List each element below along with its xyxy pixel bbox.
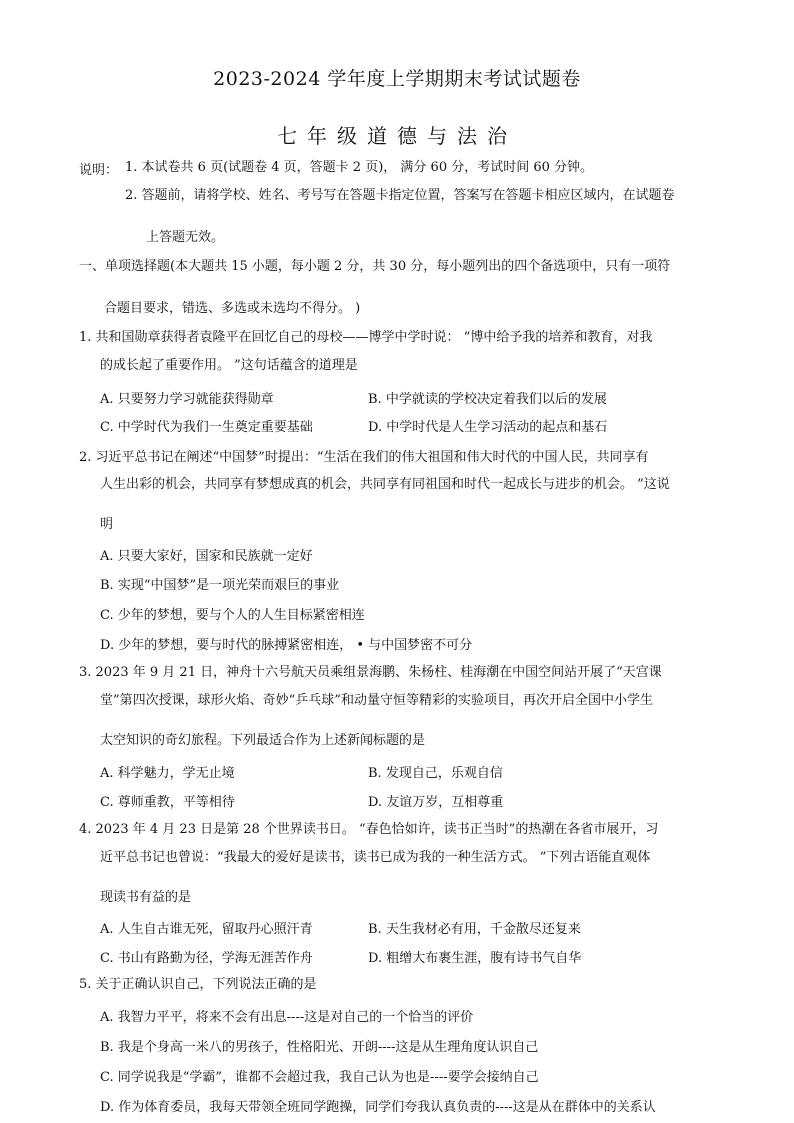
notes-item-2-line-2: 上答题无效。 <box>146 230 225 245</box>
question-2-line-1: 2. 习近平总书记在阐述“中国梦”时提出：“生活在我们的伟大祖国和伟大时代的中国人民，共同享有 <box>79 450 649 465</box>
notes-label: 说明： <box>79 163 119 178</box>
section-heading-line-2: 合题目要求，错选、多选或未选均不得分。 ) <box>104 301 361 316</box>
notes-item-1: 1. 本试卷共 6 页(试题卷 4 页，答题卡 2 页)， 满分 60 分，考试时间 60 分钟。 <box>125 160 594 175</box>
question-5-option-a: A. 我智力平平，将来不会有出息----这是对自己的一个恰当的评价 <box>100 1010 474 1025</box>
question-5-line-1: 5. 关于正确认识自己，下列说法正确的是 <box>79 977 317 992</box>
question-2-option-a: A. 只要大家好，国家和民族就一定好 <box>100 549 313 564</box>
question-5-option-c: C. 同学说我是“学霸”，谁都不会超过我，我自己认为也是----要学会接纳自己 <box>100 1070 539 1085</box>
question-3-option-c: C. 尊师重教，平等相待 <box>100 795 235 810</box>
question-4-line-2: 近平总书记也曾说：“我最大的爱好是读书，读书已成为我的一种生活方式。 ”下列古语能直观体 <box>100 850 651 865</box>
question-2-option-b: B. 实现“中国梦”是一项光荣而艰巨的事业 <box>100 578 340 593</box>
page-title: 2023-2024 学年度上学期期末考试试题卷 <box>213 68 581 90</box>
question-1-line-1: 1. 共和国勋章获得者袁隆平在回忆自己的母校——博学中学时说： “博中给予我的培养和教育，对我 <box>79 330 653 345</box>
page-subtitle: 七年级道德与法治 <box>277 124 517 148</box>
question-3-line-3: 太空知识的奇幻旅程。下列最适合作为上述新闻标题的是 <box>100 733 426 748</box>
question-1-option-b: B. 中学就读的学校决定着我们以后的发展 <box>368 392 607 407</box>
question-3-line-2: 堂”第四次授课，球形火焰、奇妙“乒乓球”和动量守恒等精彩的实验项目，再次开启全国中小学生 <box>100 693 653 708</box>
notes-item-2-line-1: 2. 答题前，请将学校、姓名、考号写在答题卡指定位置，答案写在答题卡相应区域内，在试题卷 <box>125 188 675 203</box>
question-3-option-a: A. 科学魅力，学无止境 <box>100 766 235 781</box>
section-heading-line-1: 一、单项选择题(本大题共 15 小题，每小题 2 分，共 30 分，每小题列出的四个备选项中，只有一项符 <box>79 259 671 274</box>
question-3-line-1: 3. 2023 年 9 月 21 日，神舟十六号航天员乘组景海鹏、朱杨柱、桂海潮在中国空间站开展了“天宫课 <box>79 665 662 680</box>
question-5-option-d: D. 作为体育委员，我每天带领全班同学跑操，同学们夸我认真负责的----这是从在群体中的关系认 <box>100 1100 656 1115</box>
question-1-option-c: C. 中学时代为我们一生奠定重要基础 <box>100 420 313 435</box>
question-4-option-d: D. 粗缯大布裹生涯，腹有诗书气自华 <box>368 951 582 966</box>
question-5-option-b: B. 我是个身高一米八的男孩子，性格阳光、开朗----这是从生理角度认识自己 <box>100 1040 539 1055</box>
question-4-line-1: 4. 2023 年 4 月 23 日是第 28 个世界读书日。 “春色恰如许，读书正当时”的热潮在各省市展开，习 <box>79 822 659 837</box>
question-2-line-3: 明 <box>100 517 114 532</box>
question-1-option-d: D. 中学时代是人生学习活动的起点和基石 <box>368 420 608 435</box>
question-4-option-a: A. 人生自古谁无死，留取丹心照汗青 <box>100 922 313 937</box>
question-4-option-b: B. 天生我材必有用，千金散尽还复来 <box>368 922 581 937</box>
question-1-line-2: 的成长起了重要作用。 ”这句话蕴含的道理是 <box>100 358 358 373</box>
question-2-option-c: C. 少年的梦想，要与个人的人生目标紧密相连 <box>100 608 365 623</box>
question-2-line-2: 人生出彩的机会，共同享有梦想成真的机会，共同享有同祖国和时代一起成长与进步的机会。 ”这说 <box>100 477 670 492</box>
question-3-option-b: B. 发现自己，乐观自信 <box>368 766 503 781</box>
question-3-option-d: D. 友谊万岁，互相尊重 <box>368 795 504 810</box>
question-1-option-a: A. 只要努力学习就能获得勋章 <box>100 392 274 407</box>
question-4-line-3: 现读书有益的是 <box>100 890 192 905</box>
question-4-option-c: C. 书山有路勤为径，学海无涯苦作舟 <box>100 951 313 966</box>
question-2-option-d: D. 少年的梦想，要与时代的脉搏紧密相连， • 与中国梦密不可分 <box>100 638 473 653</box>
